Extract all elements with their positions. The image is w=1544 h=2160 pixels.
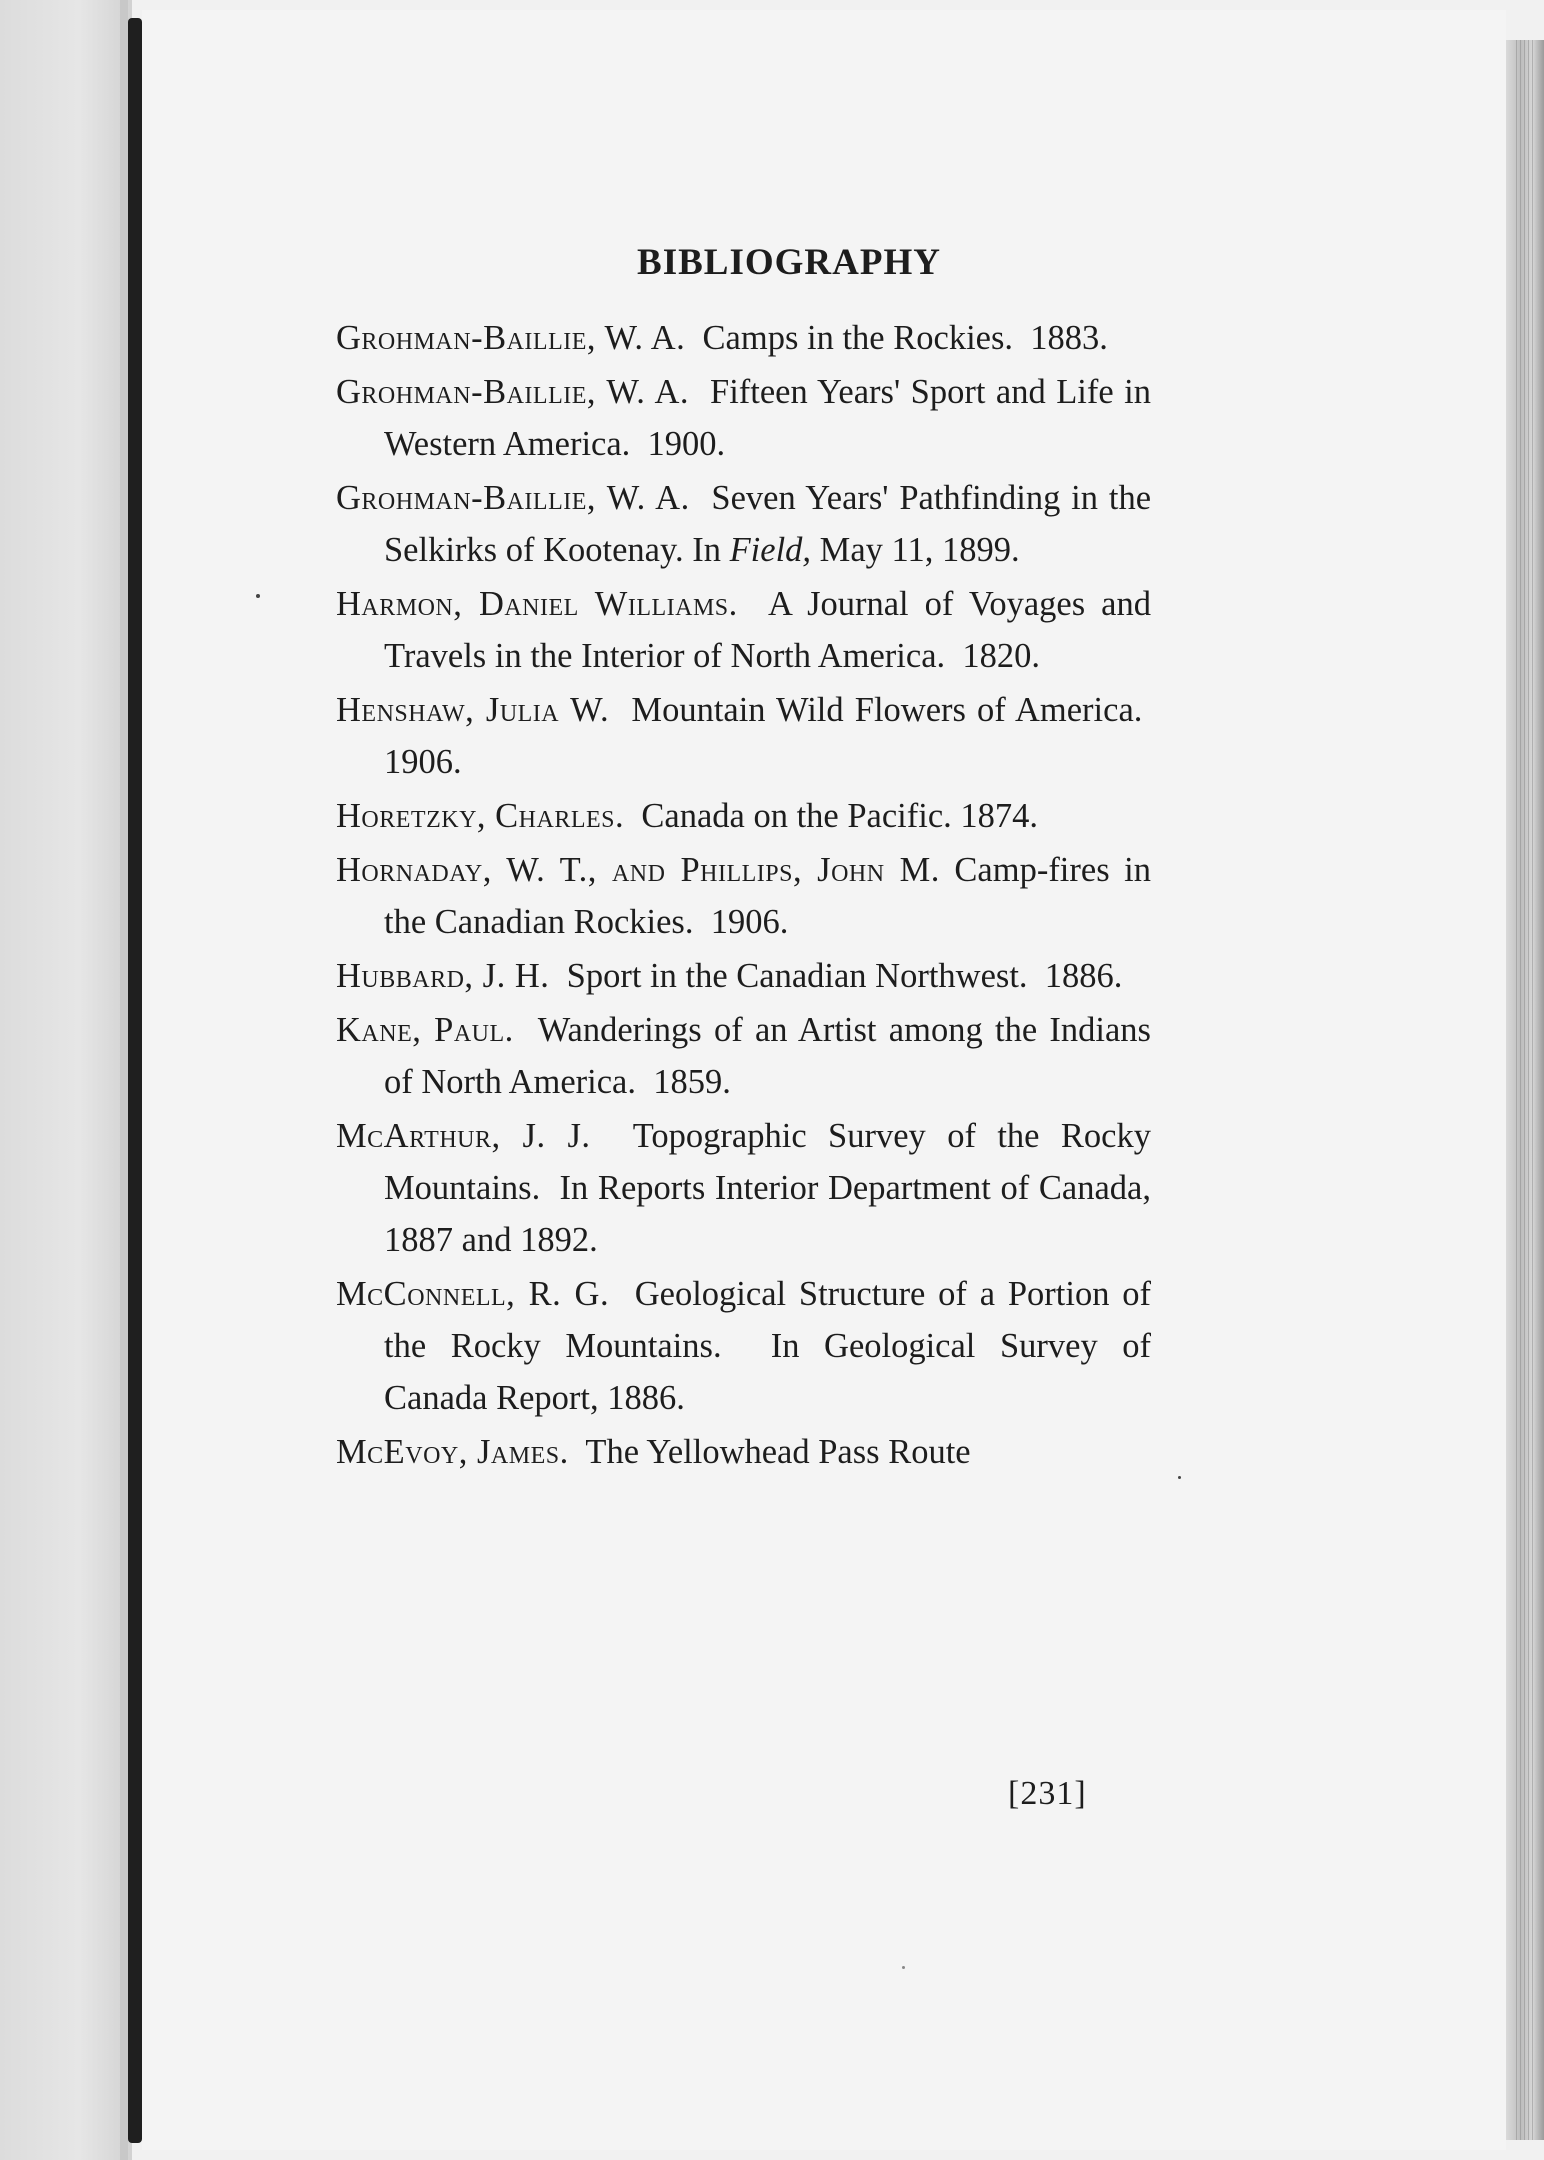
entry-details: 1859. <box>653 1063 731 1101</box>
spine-shadow <box>120 0 128 2160</box>
dust-speck <box>1178 1476 1181 1479</box>
entry-author: McConnell, R. G. <box>336 1275 610 1313</box>
entry-details: 1883. <box>1030 319 1108 357</box>
entry-title: Wanderings of an Artist among the Indians of North America. <box>384 1011 1151 1101</box>
entry-author: Kane, Paul. <box>336 1011 514 1049</box>
entry-details: In Geological Survey of Canada Report, 1886. <box>384 1327 1152 1417</box>
entry-details: In Reports Interior Department of Canada, 1887 and 1892. <box>384 1169 1151 1259</box>
entry-author: Hornaday, W. T., and Phillips, John M. <box>336 851 940 889</box>
entry-author: Grohman-Baillie, W. A. <box>336 319 686 357</box>
entry-title: Mountain Wild Flowers of America. <box>631 691 1143 729</box>
bibliography-entry <box>336 1004 1151 1108</box>
previous-page-edge <box>0 0 132 2160</box>
entry-details: 1906. <box>710 903 789 941</box>
bibliography-entry <box>336 472 1151 576</box>
entry-author: Grohman-Baillie, W. A. <box>336 479 690 517</box>
entry-details: 1906. <box>384 743 462 781</box>
entry-author: Horetzky, Charles. <box>336 797 625 835</box>
bibliography-entry <box>336 950 1151 1002</box>
entry-author: McEvoy, James. <box>336 1433 569 1471</box>
page-stack-lines <box>1516 40 1536 2140</box>
entry-title: The Yellowhead Pass Route <box>585 1433 971 1471</box>
entry-title: Canada on the Pacific. <box>641 797 952 835</box>
entry-author: Henshaw, Julia W. <box>336 691 610 729</box>
entry-title: Seven Years' Pathfinding in the Selkirks of Kootenay. <box>384 479 1152 569</box>
page-number: [231] <box>1008 1775 1087 1812</box>
entry-title: Camps in the Rockies. <box>702 319 1014 357</box>
entry-title: Topographic Survey of the Rocky Mountains. <box>384 1117 1151 1207</box>
bibliography-list <box>336 312 1151 1478</box>
entry-details: 1886. <box>1044 957 1123 995</box>
page-heading: BIBLIOGRAPHY <box>637 242 941 283</box>
bibliography-entry <box>336 844 1151 948</box>
entry-details: May 11, 1899. <box>819 531 1020 569</box>
bibliography-entry <box>336 312 1151 364</box>
bibliography-entry <box>336 684 1151 788</box>
entry-source-prefix: In <box>692 531 721 569</box>
entry-details: 1820. <box>962 637 1041 675</box>
entry-author: McArthur, J. J. <box>336 1117 591 1155</box>
entry-title: Camp-fires in the Canadian Rockies. <box>384 851 1151 941</box>
bibliography-entry <box>336 578 1151 682</box>
entry-title: Fifteen Years' Sport and Life in Western America. <box>384 373 1152 463</box>
entry-title: Geological Structure of a Portion of the Rocky Mountains. <box>384 1275 1151 1365</box>
entry-author: Hubbard, J. H. <box>336 957 550 995</box>
dust-speck <box>256 594 260 598</box>
entry-periodical: Field, <box>729 531 812 569</box>
bibliography-entry <box>336 790 1151 842</box>
entry-author: Harmon, Daniel Williams. <box>336 585 738 623</box>
bibliography-entry <box>336 366 1151 470</box>
entry-title: A Journal of Voyages and Travels in the Interior of North America. <box>384 585 1151 675</box>
bibliography-entry <box>336 1426 1151 1478</box>
entry-details: 1874. <box>960 797 1039 835</box>
entry-author: Grohman-Baillie, W. A. <box>336 373 690 411</box>
entry-details: 1900. <box>647 425 726 463</box>
dust-speck <box>902 1966 905 1969</box>
entry-title: Sport in the Canadian Northwest. <box>566 957 1028 995</box>
bibliography-entry <box>336 1268 1151 1424</box>
book-spine <box>128 18 142 2143</box>
bibliography-entry <box>336 1110 1151 1266</box>
